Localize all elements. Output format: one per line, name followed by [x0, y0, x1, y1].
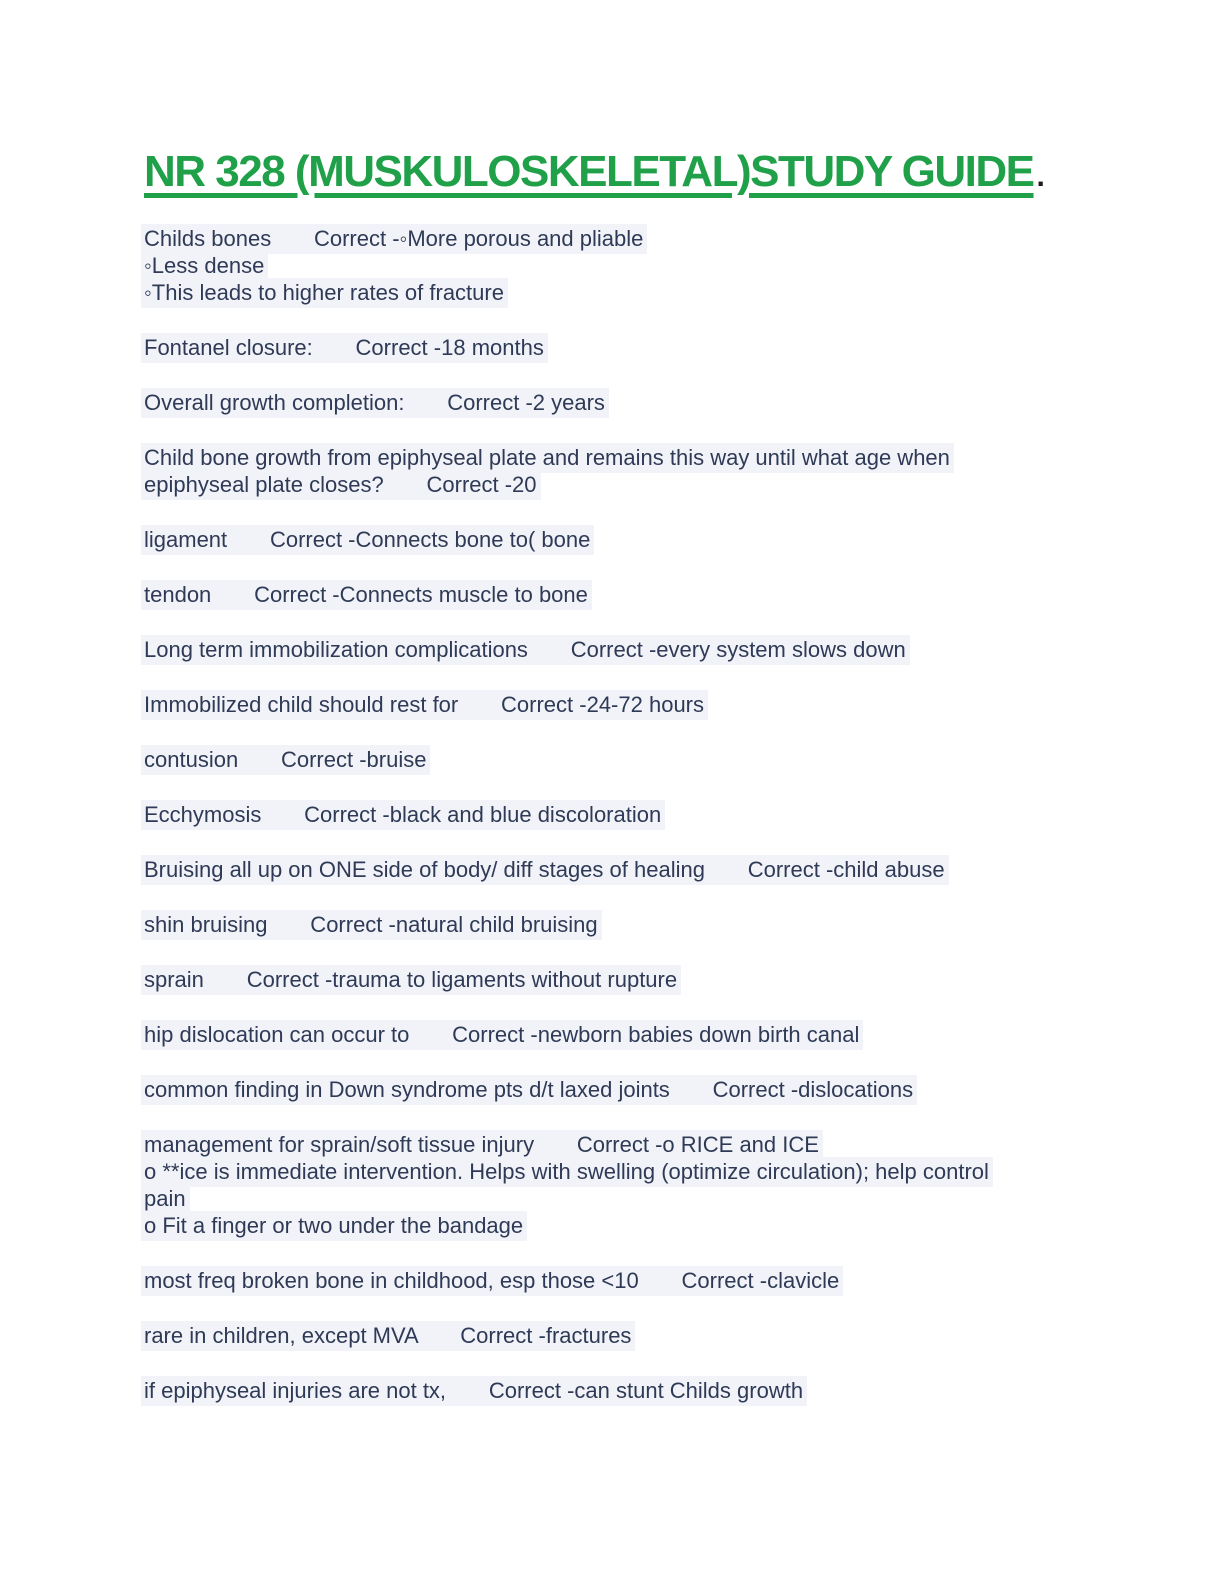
- qa-line: [144, 636, 1124, 663]
- qa-block: [144, 636, 1124, 663]
- page-title-period: .: [1036, 160, 1044, 193]
- qa-line-text: epiphyseal plate closes? Correct -20: [141, 470, 541, 500]
- qa-line: [144, 581, 1124, 608]
- qa-list: [144, 225, 1124, 1404]
- qa-line: [144, 801, 1124, 828]
- qa-block: [144, 966, 1124, 993]
- qa-line: [144, 1377, 1124, 1404]
- qa-line: [144, 1021, 1124, 1048]
- qa-block: [144, 1377, 1124, 1404]
- qa-block: [144, 746, 1124, 773]
- qa-line-text: shin bruising Correct -natural child bruising: [141, 910, 602, 940]
- qa-line-text: pain: [141, 1184, 190, 1214]
- qa-block: [144, 581, 1124, 608]
- qa-line-text: o **ice is immediate intervention. Helps with swelling (optimize circulation); help control: [141, 1157, 993, 1187]
- qa-line: [144, 334, 1124, 361]
- qa-line: [144, 471, 1124, 498]
- qa-block: [144, 389, 1124, 416]
- qa-block: [144, 1267, 1124, 1294]
- qa-line-text: most freq broken bone in childhood, esp those <10 Correct -clavicle: [141, 1266, 843, 1296]
- qa-line: [144, 225, 1124, 252]
- qa-line: [144, 1185, 1124, 1212]
- qa-block: [144, 1131, 1124, 1239]
- qa-line: [144, 526, 1124, 553]
- page-title: [144, 147, 1124, 199]
- qa-line-text: common finding in Down syndrome pts d/t laxed joints Correct -dislocations: [141, 1075, 917, 1105]
- qa-block: [144, 1322, 1124, 1349]
- page-title-text: NR 328 (MUSKULOSKELETAL)STUDY GUIDE: [144, 147, 1034, 196]
- qa-line-text: Bruising all up on ONE side of body/ diff stages of healing Correct -child abuse: [141, 855, 949, 885]
- qa-line-text: o Fit a finger or two under the bandage: [141, 1211, 527, 1241]
- qa-block: [144, 911, 1124, 938]
- qa-line-text: ligament Correct -Connects bone to( bone: [141, 525, 594, 555]
- qa-block: [144, 691, 1124, 718]
- qa-line-text: Ecchymosis Correct -black and blue discoloration: [141, 800, 665, 830]
- qa-line-text: if epiphyseal injuries are not tx, Correct -can stunt Childs growth: [141, 1376, 807, 1406]
- qa-line: [144, 856, 1124, 883]
- qa-line-text: Child bone growth from epiphyseal plate and remains this way until what age when: [141, 443, 954, 473]
- qa-line: [144, 966, 1124, 993]
- qa-line-text: Fontanel closure: Correct -18 months: [141, 333, 548, 363]
- qa-line: [144, 1076, 1124, 1103]
- qa-line: [144, 1158, 1124, 1185]
- qa-block: [144, 444, 1124, 498]
- qa-line: [144, 389, 1124, 416]
- qa-line: [144, 1212, 1124, 1239]
- qa-line-text: Long term immobilization complications Correct -every system slows down: [141, 635, 910, 665]
- qa-block: [144, 801, 1124, 828]
- qa-block: [144, 225, 1124, 306]
- qa-line: [144, 444, 1124, 471]
- qa-block: [144, 334, 1124, 361]
- qa-line: [144, 691, 1124, 718]
- qa-line-text: contusion Correct -bruise: [141, 745, 430, 775]
- qa-block: [144, 1021, 1124, 1048]
- qa-block: [144, 526, 1124, 553]
- qa-block: [144, 856, 1124, 883]
- qa-line: [144, 911, 1124, 938]
- qa-line: [144, 1267, 1124, 1294]
- qa-block: [144, 1076, 1124, 1103]
- qa-line: [144, 746, 1124, 773]
- qa-line-text: Overall growth completion: Correct -2 years: [141, 388, 609, 418]
- qa-line-text: Immobilized child should rest for Correct -24-72 hours: [141, 690, 708, 720]
- qa-line-text: hip dislocation can occur to Correct -newborn babies down birth canal: [141, 1020, 863, 1050]
- qa-line-text: rare in children, except MVA Correct -fractures: [141, 1321, 635, 1351]
- qa-line-text: tendon Correct -Connects muscle to bone: [141, 580, 592, 610]
- qa-line: [144, 252, 1124, 279]
- qa-line: [144, 1322, 1124, 1349]
- qa-line-text: sprain Correct -trauma to ligaments without rupture: [141, 965, 681, 995]
- qa-line: [144, 1131, 1124, 1158]
- qa-line-text: Childs bones Correct -◦More porous and pliable: [141, 224, 647, 254]
- qa-line-text: ◦This leads to higher rates of fracture: [141, 278, 508, 308]
- qa-line-text: ◦Less dense: [141, 251, 268, 281]
- qa-line: [144, 279, 1124, 306]
- qa-line-text: management for sprain/soft tissue injury Correct -o RICE and ICE: [141, 1130, 823, 1160]
